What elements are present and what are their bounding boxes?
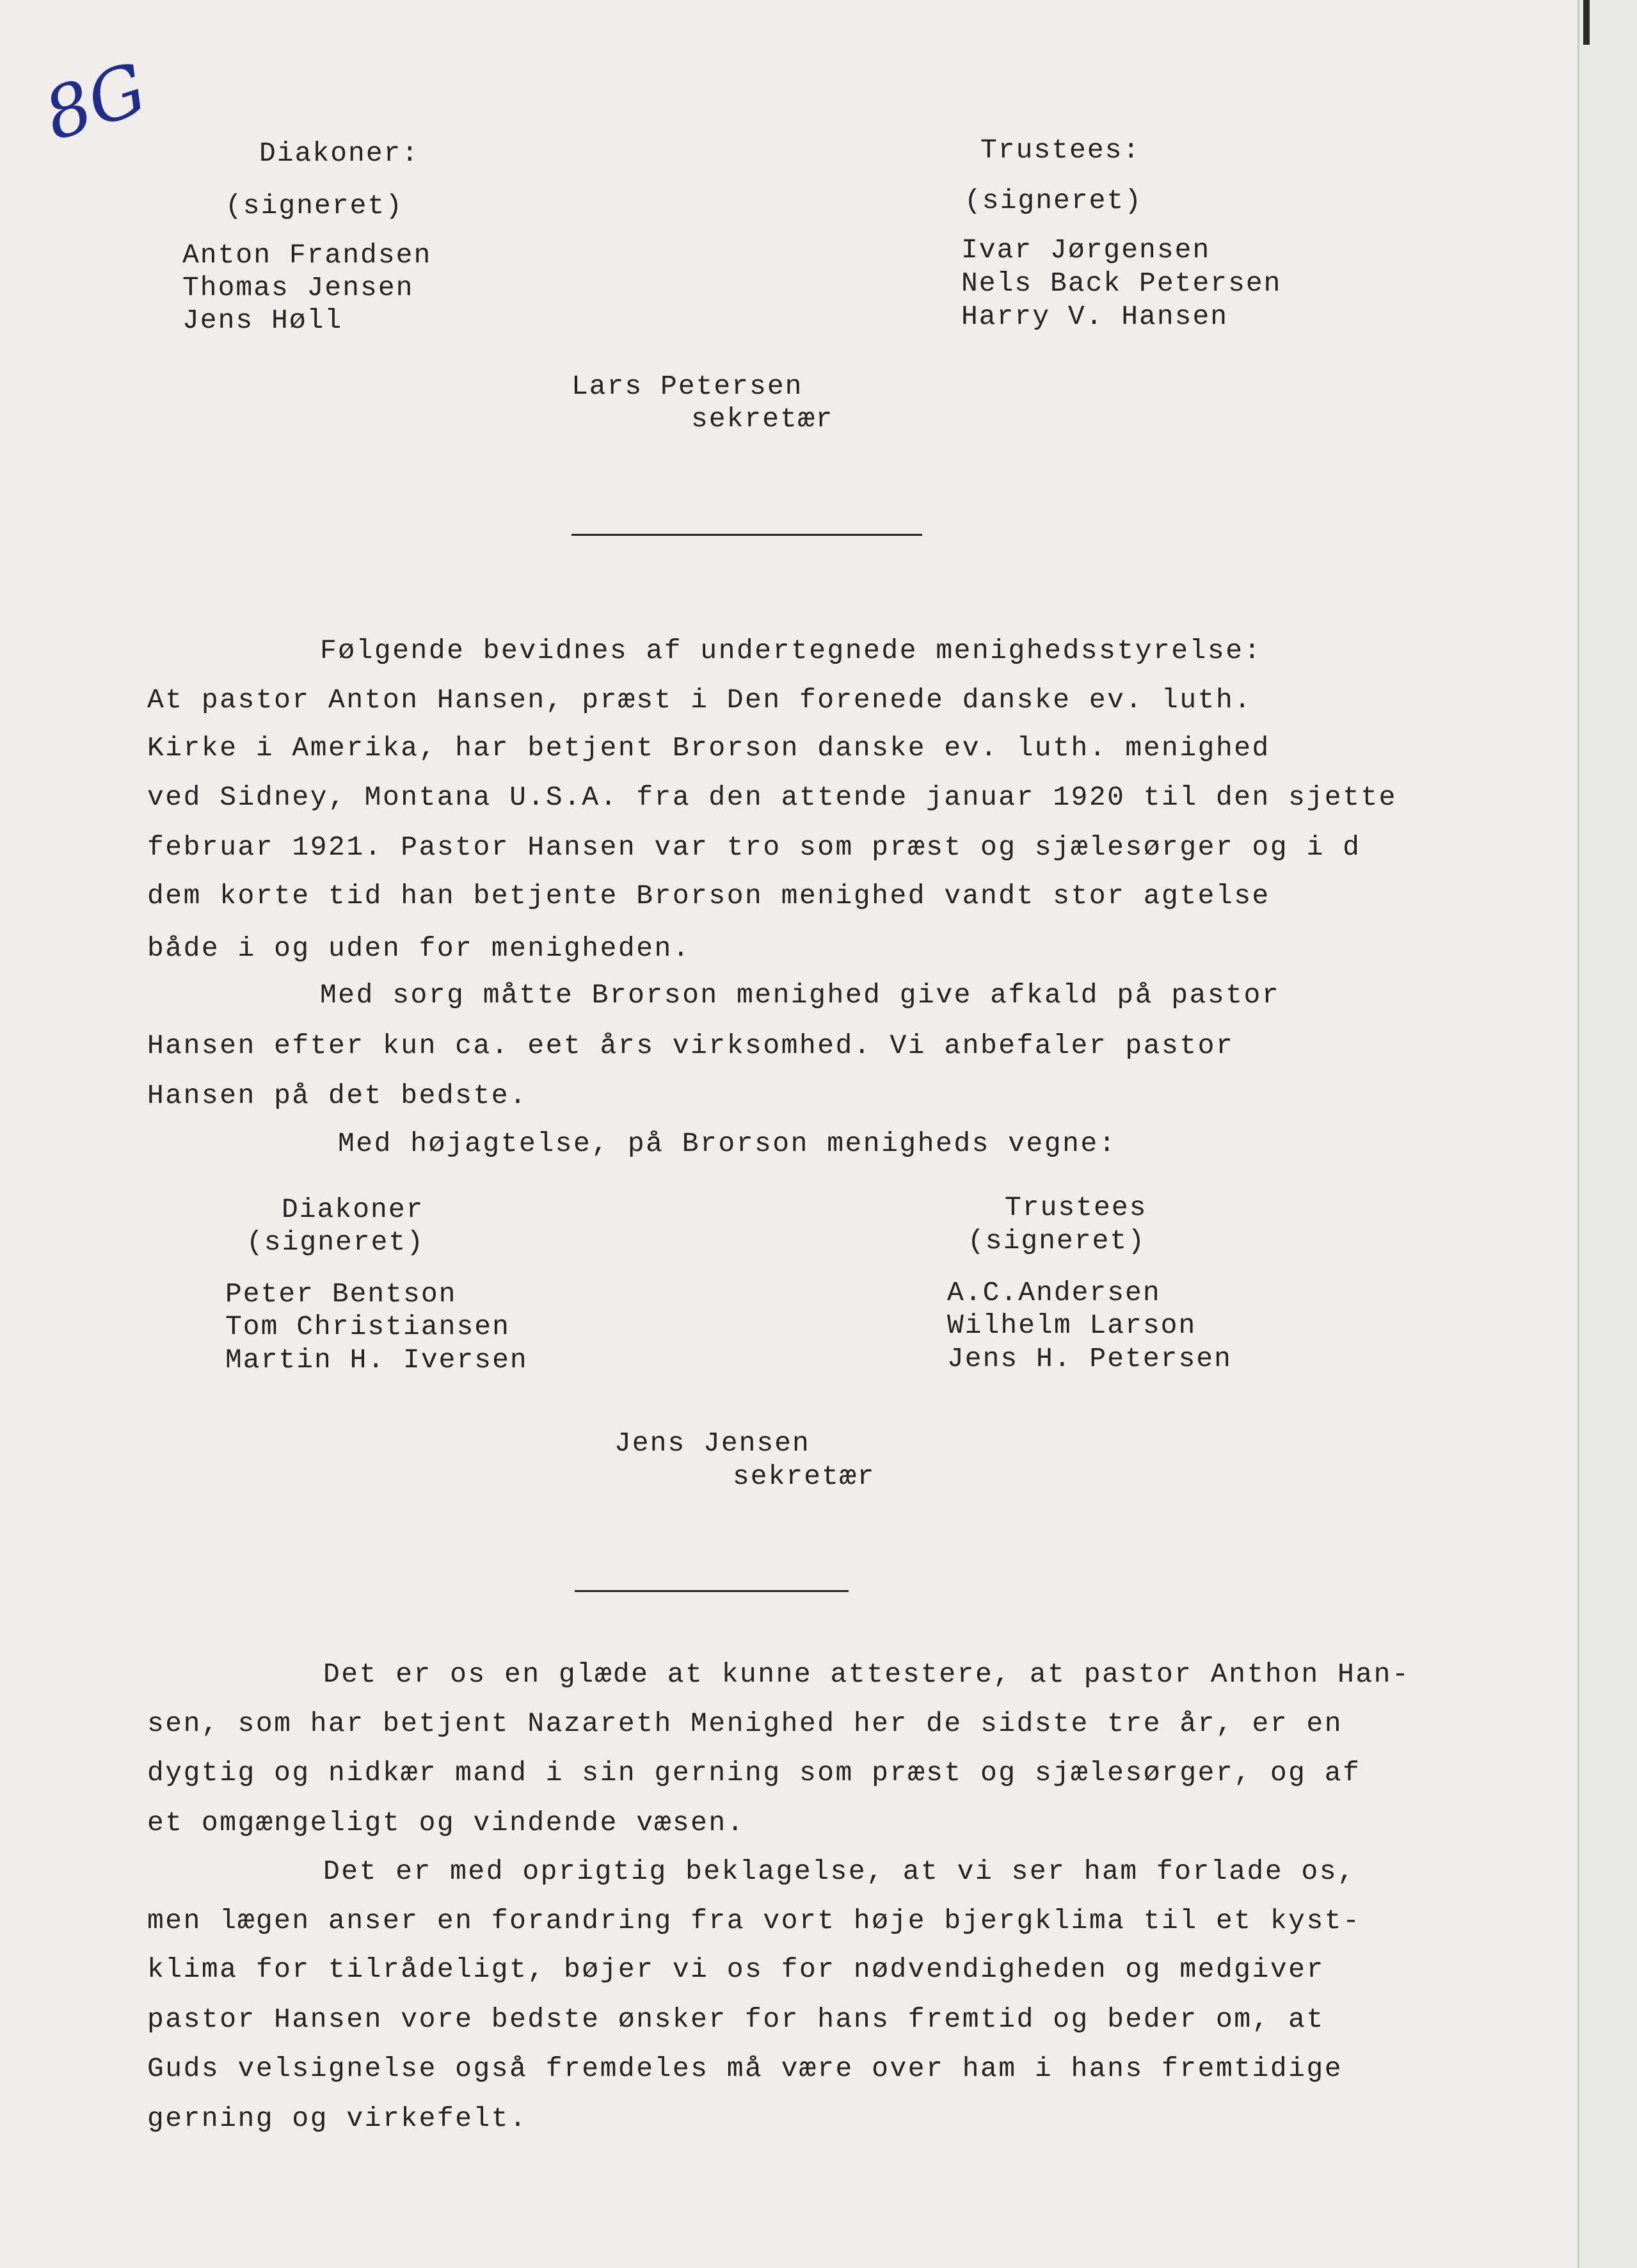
divider-line xyxy=(575,1590,849,1592)
trustee-name: Jens H. Petersen xyxy=(947,1343,1232,1374)
deacons-heading-1: Diakoner: xyxy=(259,138,420,169)
closing-line: Med højagtelse, på Brorson menigheds vegne: xyxy=(338,1128,1117,1159)
secretary-name-1: Lars Petersen xyxy=(571,371,803,402)
body-line: gerning og virkefelt. xyxy=(147,2103,528,2134)
trustees-heading-1: Trustees: xyxy=(980,134,1141,166)
body-line: Kirke i Amerika, har betjent Brorson danske ev. luth. menighed xyxy=(147,732,1270,764)
body-line: Følgende bevidnes af undertegnede menighedsstyrelse: xyxy=(320,635,1262,666)
body-line: At pastor Anton Hansen, præst i Den forenede danske ev. luth. xyxy=(147,684,1252,716)
deacon-name: Tom Christiansen xyxy=(225,1311,510,1342)
body-line: Hansen på det bedste. xyxy=(147,1080,528,1111)
body-line: ved Sidney, Montana U.S.A. fra den attende januar 1920 til den sjette xyxy=(147,782,1397,813)
body-line: Med sorg måtte Brorson menighed give afkald på pastor xyxy=(320,979,1281,1011)
trustees-signed-2: (signeret) xyxy=(968,1225,1146,1257)
body-line: dem korte tid han betjente Brorson menighed vandt stor agtelse xyxy=(147,880,1270,912)
trustee-name: Nels Back Petersen xyxy=(961,268,1282,299)
body-line: pastor Hansen vore bedste ønsker for hans fremtid og beder om, at xyxy=(147,2004,1325,2035)
body-line: men lægen anser en forandring fra vort høje bjergklima til et kyst- xyxy=(147,1905,1361,1936)
deacon-name: Thomas Jensen xyxy=(182,272,414,303)
body-line: både i og uden for menigheden. xyxy=(147,933,691,964)
scan-edge xyxy=(1577,0,1637,2268)
handwritten-mark: 8G xyxy=(35,47,156,157)
trustee-name: A.C.Andersen xyxy=(947,1277,1161,1308)
trustees-signed-1: (signeret) xyxy=(964,185,1143,216)
trustee-name: Harry V. Hansen xyxy=(961,301,1229,332)
trustee-name: Ivar Jørgensen xyxy=(961,234,1211,266)
body-line: Hansen efter kun ca. eet års virksomhed. Vi anbefaler pastor xyxy=(147,1030,1234,1061)
deacon-name: Jens Høll xyxy=(182,305,343,336)
secretary-title-1: sekretær xyxy=(691,403,834,435)
divider-line xyxy=(571,534,922,536)
body-line: et omgængeligt og vindende væsen. xyxy=(147,1807,746,1838)
body-line: dygtig og nidkær mand i sin gerning som præst og sjælesørger, og af xyxy=(147,1757,1361,1789)
trustee-name: Wilhelm Larson xyxy=(947,1310,1197,1341)
deacon-name: Peter Bentson xyxy=(225,1278,457,1310)
trustees-heading-2: Trustees xyxy=(1005,1192,1147,1223)
secretary-name-2: Jens Jensen xyxy=(614,1428,810,1459)
deacons-signed-1: (signeret) xyxy=(225,190,404,221)
secretary-title-2: sekretær xyxy=(733,1461,875,1492)
body-line: klima for tilrådeligt, bøjer vi os for nødvendigheden og medgiver xyxy=(147,1954,1325,1985)
body-line: Det er os en glæde at kunne attestere, at pastor Anthon Han- xyxy=(323,1659,1410,1690)
body-line: februar 1921. Pastor Hansen var tro som præst og sjælesørger og i d xyxy=(147,832,1361,863)
body-line: sen, som har betjent Nazareth Menighed her de sidste tre år, er en xyxy=(147,1708,1343,1739)
deacon-name: Anton Frandsen xyxy=(182,239,432,271)
body-line: Guds velsignelse også fremdeles må være over ham i hans fremtidige xyxy=(147,2053,1343,2084)
deacons-heading-2: Diakoner xyxy=(282,1194,424,1225)
body-line: Det er med oprigtig beklagelse, at vi ser ham forlade os, xyxy=(323,1856,1356,1887)
deacon-name: Martin H. Iversen xyxy=(225,1344,528,1376)
deacons-signed-2: (signeret) xyxy=(246,1226,425,1258)
